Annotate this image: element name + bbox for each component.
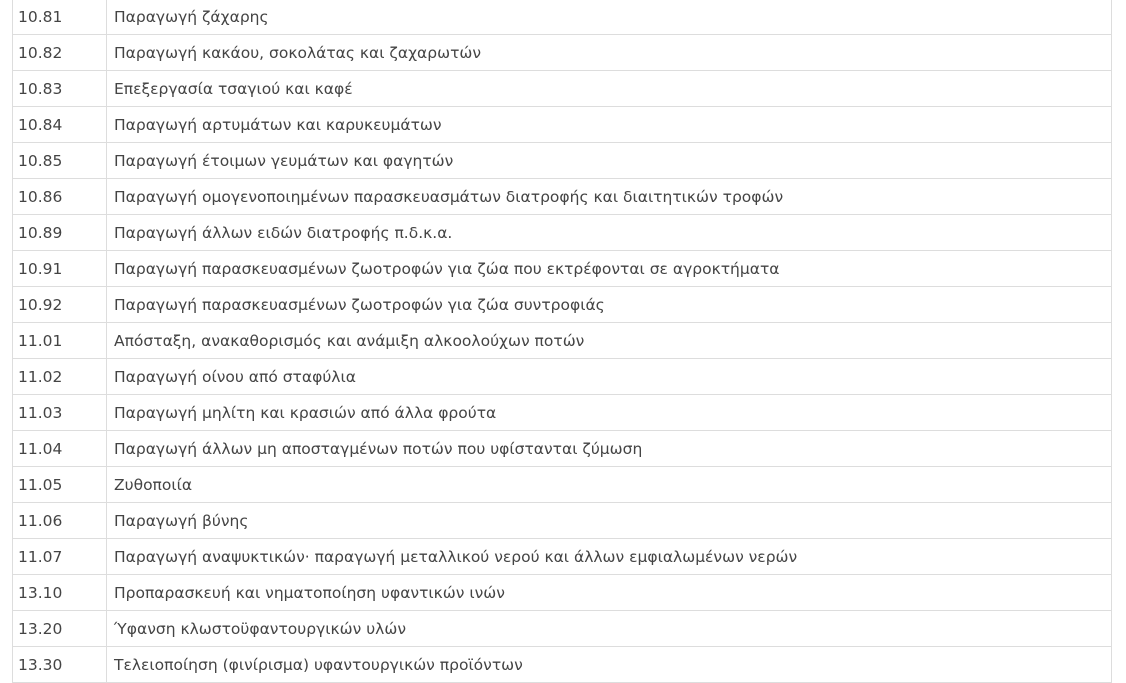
table-body [13, 0, 1112, 683]
table-row [13, 35, 1112, 71]
activity-code-cell: 11.07 [13, 539, 107, 575]
activity-description-cell: Παραγωγή βύνης [107, 503, 1112, 539]
activity-description-cell: Παραγωγή άλλων ειδών διατροφής π.δ.κ.α. [107, 215, 1112, 251]
table-row [13, 431, 1112, 467]
activity-code-cell: 10.86 [13, 179, 107, 215]
table-row [13, 215, 1112, 251]
activity-code-cell: 10.92 [13, 287, 107, 323]
activity-description-cell: Ζυθοποιία [107, 467, 1112, 503]
activity-description-cell: Παραγωγή ομογενοποιημένων παρασκευασμάτων διατροφής και διαιτητικών τροφών [107, 179, 1112, 215]
table-row [13, 179, 1112, 215]
activity-description-cell: Παραγωγή έτοιμων γευμάτων και φαγητών [107, 143, 1112, 179]
table-row [13, 251, 1112, 287]
table-row [13, 323, 1112, 359]
activity-code-cell: 11.01 [13, 323, 107, 359]
table-row [13, 647, 1112, 683]
activity-code-cell: 11.05 [13, 467, 107, 503]
table-row [13, 575, 1112, 611]
activity-description-cell: Παραγωγή παρασκευασμένων ζωοτροφών για ζώα που εκτρέφονται σε αγροκτήματα [107, 251, 1112, 287]
activity-description-cell: Τελειοποίηση (φινίρισμα) υφαντουργικών προϊόντων [107, 647, 1112, 683]
activity-code-cell: 11.04 [13, 431, 107, 467]
activity-description-cell: Παραγωγή αναψυκτικών· παραγωγή μεταλλικού νερού και άλλων εμφιαλωμένων νερών [107, 539, 1112, 575]
table-row [13, 71, 1112, 107]
table-row [13, 359, 1112, 395]
activity-description-cell: Επεξεργασία τσαγιού και καφέ [107, 71, 1112, 107]
activity-description-cell: Παραγωγή κακάου, σοκολάτας και ζαχαρωτών [107, 35, 1112, 71]
activity-code-cell: 10.83 [13, 71, 107, 107]
table-row [13, 143, 1112, 179]
table-row [13, 467, 1112, 503]
activity-code-cell: 11.06 [13, 503, 107, 539]
activity-code-cell: 10.81 [13, 0, 107, 35]
table-row [13, 395, 1112, 431]
activity-description-cell: Προπαρασκευή και νηματοποίηση υφαντικών ινών [107, 575, 1112, 611]
activity-description-cell: Απόσταξη, ανακαθορισμός και ανάμιξη αλκοολούχων ποτών [107, 323, 1112, 359]
activity-code-cell: 10.91 [13, 251, 107, 287]
activity-code-cell: 10.84 [13, 107, 107, 143]
activity-description-cell: Παραγωγή άλλων μη αποσταγμένων ποτών που υφίστανται ζύμωση [107, 431, 1112, 467]
activity-code-cell: 10.85 [13, 143, 107, 179]
activity-code-cell: 10.89 [13, 215, 107, 251]
activity-description-cell: Παραγωγή οίνου από σταφύλια [107, 359, 1112, 395]
activity-code-cell: 13.10 [13, 575, 107, 611]
table-row [13, 107, 1112, 143]
activity-codes-table-container [12, 0, 1112, 683]
table-row [13, 539, 1112, 575]
activity-description-cell: Παραγωγή ζάχαρης [107, 0, 1112, 35]
table-row [13, 503, 1112, 539]
activity-code-cell: 13.30 [13, 647, 107, 683]
activity-description-cell: Παραγωγή μηλίτη και κρασιών από άλλα φρούτα [107, 395, 1112, 431]
activity-code-cell: 11.03 [13, 395, 107, 431]
table-row [13, 287, 1112, 323]
activity-code-cell: 10.82 [13, 35, 107, 71]
activity-code-cell: 13.20 [13, 611, 107, 647]
activity-description-cell: Παραγωγή παρασκευασμένων ζωοτροφών για ζώα συντροφιάς [107, 287, 1112, 323]
activity-codes-table [12, 0, 1112, 683]
table-row [13, 0, 1112, 35]
activity-code-cell: 11.02 [13, 359, 107, 395]
activity-description-cell: Παραγωγή αρτυμάτων και καρυκευμάτων [107, 107, 1112, 143]
activity-description-cell: Ύφανση κλωστοϋφαντουργικών υλών [107, 611, 1112, 647]
table-row [13, 611, 1112, 647]
